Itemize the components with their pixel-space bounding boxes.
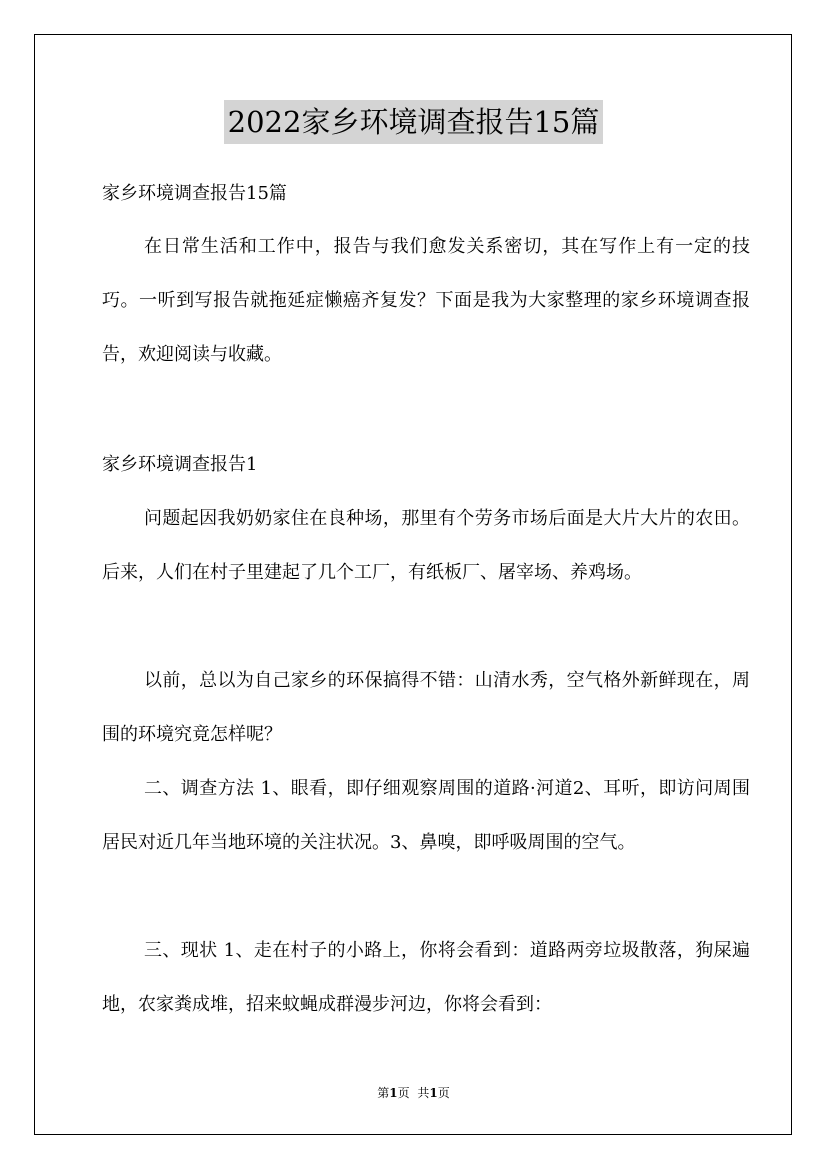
intro-paragraph: 在日常生活和工作中，报告与我们愈发关系密切，其在写作上有一定的技巧。一听到写报告就拖延症懒癌齐复发？下面是我为大家整理的家乡环境调查报告，欢迎阅读与收藏。 xyxy=(102,236,750,365)
title-container xyxy=(0,100,827,144)
document-subtitle: 家乡环境调查报告15篇 xyxy=(102,183,287,204)
body-paragraph: 问题起因我奶奶家住在良种场，那里有个劳务市场后面是大片大片的农田。后来，人们在村子里建起了几个工厂，有纸板厂、屠宰场、养鸡场。 xyxy=(102,508,750,583)
total-pages: 1 xyxy=(429,1086,438,1100)
page-footer xyxy=(0,1084,827,1101)
body-paragraph: 二、调查方法 1、眼看，即仔细观察周围的道路·河道2、耳听，即访问周围居民对近几年当地环境的关注状况。3、鼻嗅，即呼吸周围的空气。 xyxy=(102,778,750,853)
body-paragraph: 三、现状 1、走在村子的小路上，你将会看到：道路两旁垃圾散落，狗屎遍地，农家粪成堆，招来蚊蝇成群漫步河边，你将会看到： xyxy=(102,940,750,1015)
page-prefix: 第 xyxy=(377,1086,390,1100)
total-prefix: 共 xyxy=(417,1086,430,1100)
section-heading: 家乡环境调查报告1 xyxy=(102,454,258,475)
document-title: 2022家乡环境调查报告15篇 xyxy=(224,100,604,144)
body-paragraph: 以前，总以为自己家乡的环保搞得不错：山清水秀，空气格外新鲜现在，周围的环境究竟怎样呢？ xyxy=(102,670,750,745)
total-suffix: 页 xyxy=(437,1086,450,1100)
page-number: 1 xyxy=(389,1086,398,1100)
page-suffix: 页 xyxy=(397,1086,410,1100)
